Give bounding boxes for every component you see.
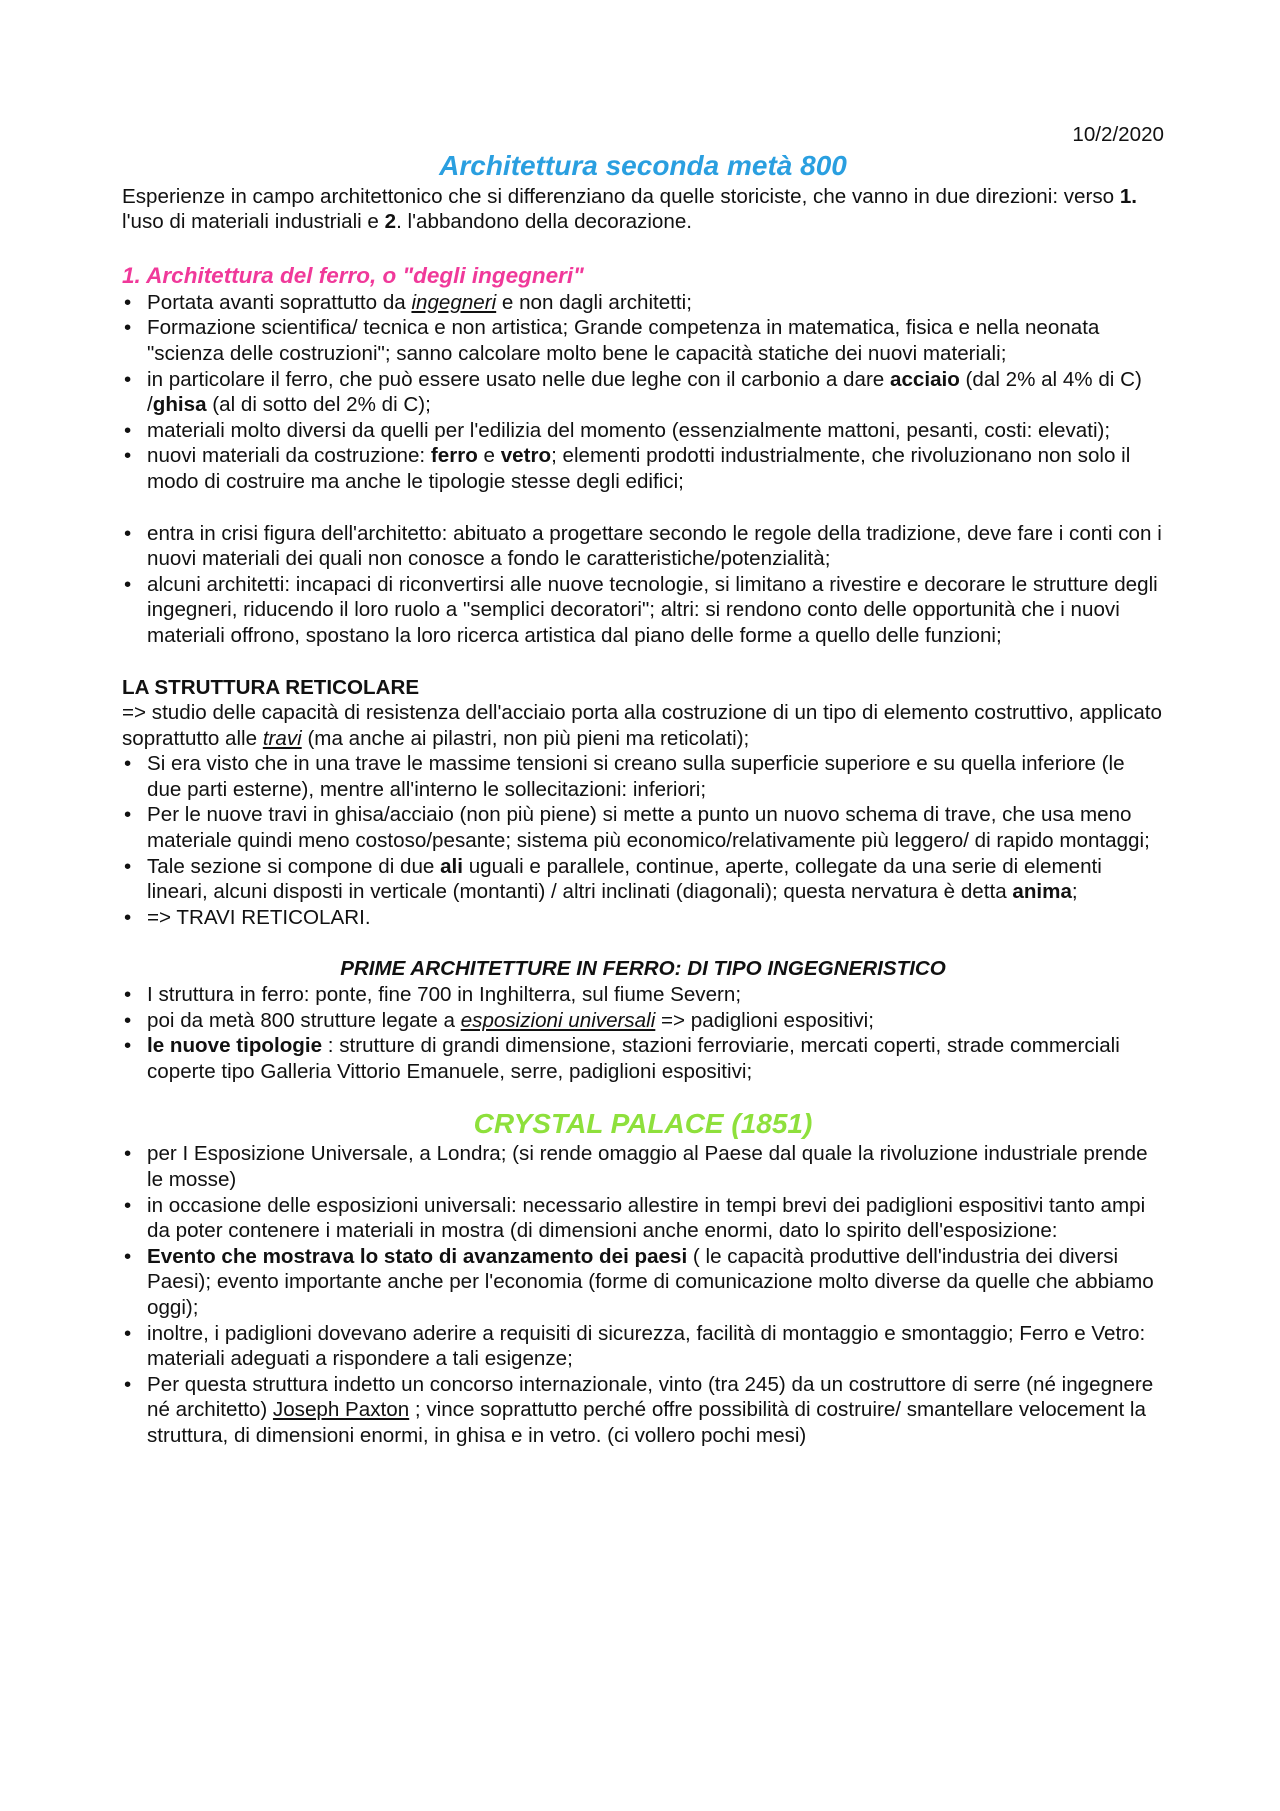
list-item: • materiali molto diversi da quelli per l'edilizia del momento (essenzialmente mattoni, pesanti, costi: elevati); <box>122 418 1164 444</box>
list-item: • Per le nuove travi in ghisa/acciaio (non più piene) si mette a punto un nuovo schema di trave, che usa meno materiale quindi meno costoso/pesante; sistema più economico/relativamente più leggero/ di rapido montaggi; <box>122 802 1164 853</box>
document-title: Architettura seconda metà 800 <box>439 149 847 181</box>
list-item: • inoltre, i padiglioni dovevano aderire a requisiti di sicurezza, facilità di montaggio e smontaggio; Ferro e Vetro: materiali adeguati a rispondere a tali esigenze; <box>122 1321 1164 1372</box>
list-item: • le nuove tipologie : strutture di grandi dimensione, stazioni ferroviarie, mercati coperti, strade commerciali coperte tipo Galleria Vittorio Emanuele, serre, padiglioni espositivi; <box>122 1033 1164 1084</box>
document-date: 10/2/2020 <box>1072 123 1164 146</box>
list-item: • Portata avanti soprattutto da ingegneri e non dagli architetti; <box>122 290 1164 316</box>
heading-prime-architetture: PRIME ARCHITETTURE IN FERRO: DI TIPO INGEGNERISTICO <box>340 957 946 981</box>
reticolare-intro: => studio delle capacità di resistenza dell'acciaio porta alla costruzione di un tipo di elemento costruttivo, applicato soprattutto alle travi (ma anche ai pilastri, non più pieni ma reticolati); <box>122 701 1162 750</box>
list-item: • in occasione delle esposizioni universali: necessario allestire in tempi brevi dei padiglioni espositivi tanto ampi da poter contenere i materiali in mostra (di dimensioni anche enormi, dato lo spirito dell'esposizione: <box>122 1193 1164 1244</box>
list-item: • Tale sezione si compone di due ali uguali e parallele, continue, aperte, collegate da una serie di elementi lineari, alcuni disposti in verticale (montanti) / altri inclinati (diagonali); questa nervatura è detta anima; <box>122 854 1164 905</box>
reticolare-list <box>122 751 1164 930</box>
list-item: • Per questa struttura indetto un concorso internazionale, vinto (tra 245) da un costruttore di serre (né ingegnere né architetto) Joseph Paxton ; vince soprattutto perché offre possibilità di costruire/ smantellare velocement la struttura, di dimensioni enormi, in ghisa e in vetro. (ci vollero pochi mesi) <box>122 1372 1164 1449</box>
prime-list <box>122 982 1164 1084</box>
intro-paragraph: Esperienze in campo architettonico che si differenziano da quelle storiciste, che vanno in due direzioni: verso 1. l'uso di materiali industriali e 2. l'abbandono della decorazione. <box>122 184 1138 234</box>
section1-list <box>122 290 1164 495</box>
heading-crystal-palace: CRYSTAL PALACE (1851) <box>473 1108 813 1140</box>
list-item: • Evento che mostrava lo stato di avanzamento dei paesi ( le capacità produttive dell'industria dei diversi Paesi); evento importante anche per l'economia (forme di comunicazione molto diverse da quelle che abbiamo oggi); <box>122 1244 1164 1321</box>
list-item: • alcuni architetti: incapaci di riconvertirsi alle nuove tecnologie, si limitano a rivestire e decorare le strutture degli ingegneri, riducendo il loro ruolo a "semplici decoratori"; altri: si rendono conto delle opportunità che i nuovi materiali offrono, spostano la loro ricerca artistica dal piano delle forme a quello delle funzioni; <box>122 572 1164 649</box>
list-item: • nuovi materiali da costruzione: ferro e vetro; elementi prodotti industrialmente, che rivoluzionano non solo il modo di costruire ma anche le tipologie stesse degli edifici; <box>122 443 1164 494</box>
list-item: • in particolare il ferro, che può essere usato nelle due leghe con il carbonio a dare acciaio (dal 2% al 4% di C) /ghisa (al di sotto del 2% di C); <box>122 367 1164 418</box>
section-title-architettura-ferro: 1. Architettura del ferro, o "degli ingegneri" <box>122 262 584 288</box>
crystal-list <box>122 1141 1164 1448</box>
list-item: • Si era visto che in una trave le massime tensioni si creano sulla superficie superiore e su quella inferiore (le due parti esterne), mentre all'interno le sollecitazioni: inferiori; <box>122 751 1164 802</box>
list-item: • poi da metà 800 strutture legate a esposizioni universali => padiglioni espositivi; <box>122 1008 1164 1034</box>
heading-struttura-reticolare: LA STRUTTURA RETICOLARE <box>122 675 420 699</box>
list-item: • I struttura in ferro: ponte, fine 700 in Inghilterra, sul fiume Severn; <box>122 982 1164 1008</box>
section1-list-continued <box>122 521 1164 649</box>
list-item: • Formazione scientifica/ tecnica e non artistica; Grande competenza in matematica, fisica e nella neonata "scienza delle costruzioni"; sanno calcolare molto bene le capacità statiche dei nuovi materiali; <box>122 315 1164 366</box>
list-item: • per I Esposizione Universale, a Londra; (si rende omaggio al Paese dal quale la rivoluzione industriale prende le mosse) <box>122 1141 1164 1192</box>
list-item: • => TRAVI RETICOLARI. <box>122 905 1164 931</box>
list-item: • entra in crisi figura dell'architetto: abituato a progettare secondo le regole della tradizione, deve fare i conti con i nuovi materiali dei quali non conosce a fondo le caratteristiche/potenzialità; <box>122 521 1164 572</box>
